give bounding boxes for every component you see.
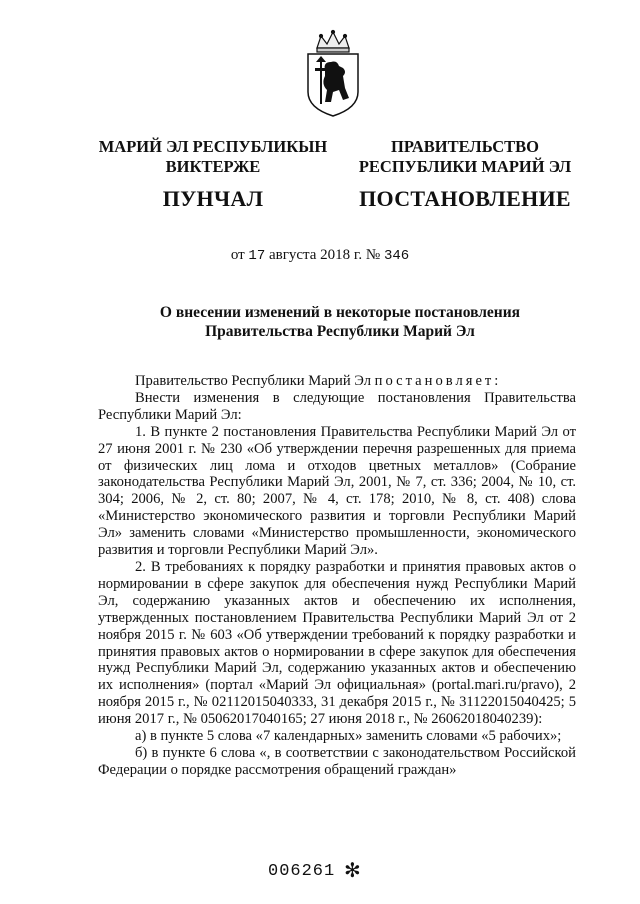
header-right-doc-type: ПОСТАНОВЛЕНИЕ [359, 186, 571, 211]
intro-text: Правительство Республики Марий Эл [135, 373, 375, 389]
body-paragraph-4: а) в пункте 5 слова «7 календарных» заменить словами «5 рабочих»; [135, 728, 562, 745]
title-line1: О внесении изменений в некоторые постановления [159, 304, 521, 321]
intro-verb: постановляет: [374, 373, 502, 389]
body-intro [98, 373, 576, 390]
header-right [350, 137, 580, 209]
footer-mark-icon: ✻ [344, 860, 361, 882]
document-number: 346 [383, 248, 410, 264]
document-title [100, 303, 580, 341]
header-right-line2: РЕСПУБЛИКИ МАРИЙ ЭЛ [358, 157, 572, 176]
header-left-line1: МАРИЙ ЭЛ РЕСПУБЛИКЫН [98, 137, 328, 156]
date-prefix: от [230, 247, 245, 263]
title-line2: Правительства Республики Марий Эл [205, 323, 475, 340]
header-left [88, 137, 338, 209]
date-day: 17 [248, 248, 266, 264]
header-right-line1: ПРАВИТЕЛЬСТВО [391, 137, 539, 156]
body-paragraph-5: б) в пункте 6 слова «, в соответствии с законодательством Российской Федерации о порядке рассмотрения обращений граждан» [98, 744, 576, 778]
header-left-line2: ВИКТЕРЖЕ [165, 157, 261, 176]
body-paragraph-1: Внести изменения в следующие постановления Правительства Республики Марий Эл: [98, 389, 576, 423]
body-paragraph-3: 2. В требованиях к порядку разработки и принятия правовых актов о нормировании в сфере закупок для обеспечения нужд Республики Марий Эл, содержанию указанных актов и обеспечению их исполнения, утвержденных постановлением Правительства Республики Марий Эл от 2 ноября 2015 г. № 603 «Об утверждении требований к порядку разработки и принятия правовых актов о нормировании в сфере закупок для обеспечения нужд Республики Марий Эл, содержанию указанных актов и обеспечению их исполнения» (портал «Марий Эл официальная» (portal.mari.ru/pravo), 2 ноября 2015 г., № 02112015040333, 31 декабря 2015 г., № 31122015040425; 5 июня 2017 г., № 05062017040165; 27 июня 2018 г., № 26062018040239): [98, 558, 576, 728]
header-left-doc-type: ПУНЧАЛ [162, 186, 264, 211]
document-date-line [0, 247, 640, 264]
body-paragraph-2: 1. В пункте 2 постановления Правительства Республики Марий Эл от 27 июня 2001 г. № 230 «Об утверждении перечня разрешенных для приема от физических лиц лома и отходов цветных металлов» (Собрание законодательства Республики Марий Эл, 2001, № 7, ст. 336; 2004, № 10, ст. 304; 2006, № 2, ст. 80; 2007, № 4, ст. 178; 2010, № 8, ст. 408) слова «Министерство экономического развития и торговли Республики Марий Эл» заменить словами «Министерство промышленности, экономического развития и торговли Республики Марий Эл». [98, 423, 576, 559]
date-month-year: августа 2018 г. № [268, 247, 381, 263]
document-body [98, 373, 576, 779]
form-serial-number: 006261 [268, 862, 336, 881]
coat-of-arms-emblem [303, 28, 363, 118]
